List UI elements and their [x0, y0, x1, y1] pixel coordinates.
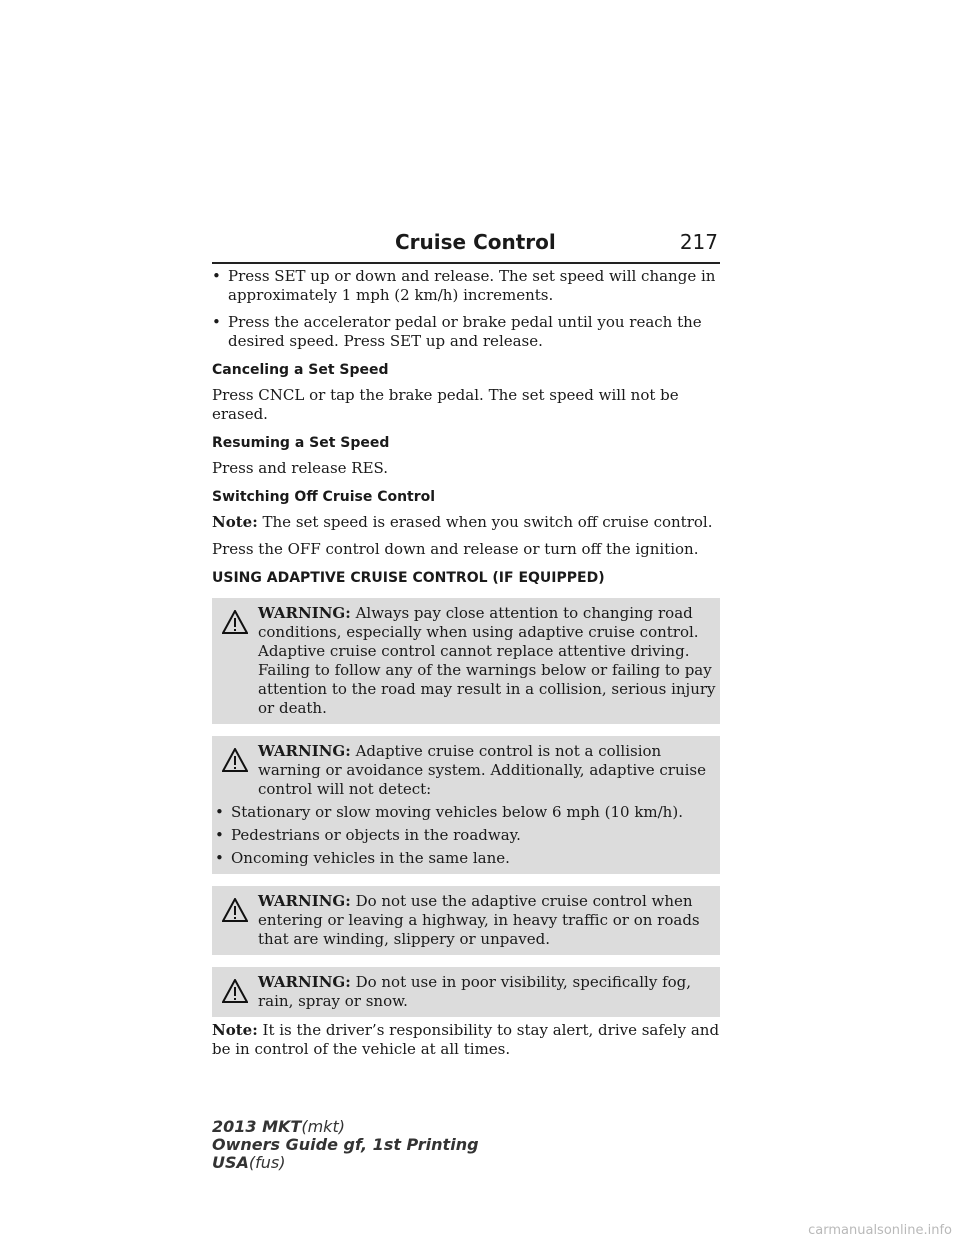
warning-label: WARNING: — [258, 892, 351, 910]
list-item: • Pedestrians or objects in the roadway. — [215, 826, 521, 844]
warning-box — [212, 736, 720, 874]
list-item: • Press SET up or down and release. The set speed will change in approximately 1 mph (2 km/h) increments. — [212, 267, 716, 304]
note-paragraph: Note: It is the driver’s responsibility to stay alert, drive safely and be in control of the vehicle at all times. — [212, 1021, 720, 1058]
warning-box — [212, 886, 720, 955]
warning-triangle-icon — [222, 898, 248, 922]
bullet-icon: • — [215, 849, 224, 867]
bullet-icon: • — [215, 803, 224, 821]
note-paragraph: Note: The set speed is erased when you switch off cruise control. — [212, 513, 713, 531]
list-item: • Press the accelerator pedal or brake pedal until you reach the desired speed. Press SET up and release. — [212, 313, 702, 350]
warning-label: WARNING: — [258, 604, 351, 622]
list-item: • Oncoming vehicles in the same lane. — [215, 849, 510, 867]
note-label: Note: — [212, 1021, 258, 1039]
warning-text: Adaptive cruise control is not a collision warning or avoidance system. Additionally, adaptive cruise control will not detect: — [258, 742, 706, 798]
note-label: Note: — [212, 513, 258, 531]
warning-text: Do not use the adaptive cruise control when entering or leaving a highway, in heavy traffic or on roads that are winding, slippery or unpaved. — [258, 892, 700, 948]
section-heading: Canceling a Set Speed — [212, 362, 389, 378]
warning-box — [212, 598, 720, 724]
page-content — [212, 267, 720, 1067]
warning-label: WARNING: — [258, 973, 351, 991]
print-footer: 2013 MKT(mkt) Owners Guide gf, 1st Printing USA(fus) — [212, 1117, 479, 1172]
page-title: Cruise Control — [395, 230, 556, 254]
warning-label: WARNING: — [258, 742, 351, 760]
paragraph: Press the OFF control down and release or turn off the ignition. — [212, 540, 699, 558]
section-heading: Resuming a Set Speed — [212, 435, 390, 451]
section-heading: USING ADAPTIVE CRUISE CONTROL (IF EQUIPPED) — [212, 570, 605, 586]
paragraph: Press and release RES. — [212, 459, 389, 477]
warning-box — [212, 967, 720, 1017]
bullet-icon: • — [215, 826, 224, 844]
list-item: • Stationary or slow moving vehicles below 6 mph (10 km/h). — [215, 803, 683, 821]
warning-triangle-icon — [222, 748, 248, 772]
bullet-icon: • — [212, 267, 221, 285]
bullet-icon: • — [212, 313, 221, 331]
warning-triangle-icon — [222, 979, 248, 1003]
warning-triangle-icon — [222, 610, 248, 634]
section-heading: Switching Off Cruise Control — [212, 489, 436, 505]
paragraph: Press CNCL or tap the brake pedal. The set speed will not be erased. — [212, 386, 679, 423]
page-header — [212, 226, 720, 264]
page-number: 217 — [679, 230, 718, 254]
warning-text: Always pay close attention to changing road conditions, especially when using adaptive cruise control. Adaptive cruise control cannot replace attentive driving. Failing to follow any of the warnings below or failing to pay attention to the road may result in a collision, serious injury or death. — [258, 604, 716, 717]
warning-text: Do not use in poor visibility, specifically fog, rain, spray or snow. — [258, 973, 692, 1010]
watermark-link[interactable]: carmanualsonline.info — [808, 1223, 952, 1238]
